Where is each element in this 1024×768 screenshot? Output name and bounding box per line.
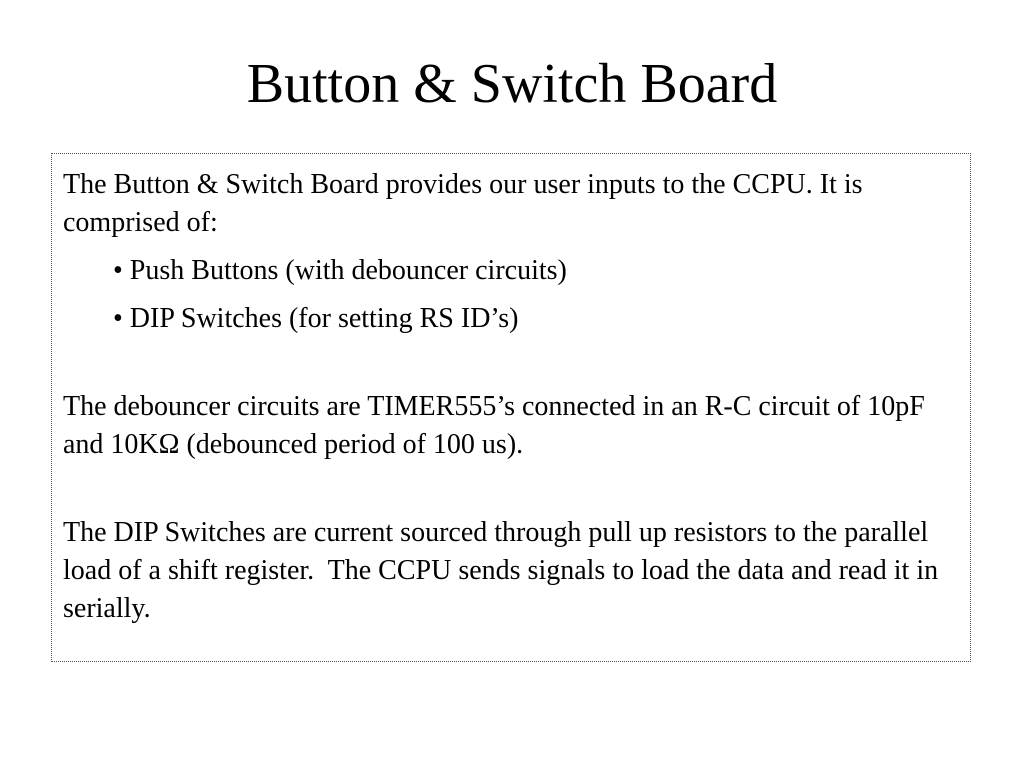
debouncer-paragraph: The debouncer circuits are TIMER555’s connected in an R-C circuit of 10pF and 10KΩ (debounced period of 100 us). — [63, 391, 925, 460]
intro-paragraph: The Button & Switch Board provides our user inputs to the CCPU. It is comprised of: — [63, 169, 863, 238]
slide-title: Button & Switch Board — [246, 53, 778, 115]
bullet-push-buttons: • Push Buttons (with debouncer circuits) — [113, 255, 567, 286]
bullet-dip-switches: • DIP Switches (for setting RS ID’s) — [113, 303, 519, 334]
content-box — [51, 153, 971, 662]
dip-switch-paragraph: The DIP Switches are current sourced through pull up resistors to the parallel load of a shift register. The CCPU sends signals to load the data and read it in serially. — [63, 517, 946, 624]
